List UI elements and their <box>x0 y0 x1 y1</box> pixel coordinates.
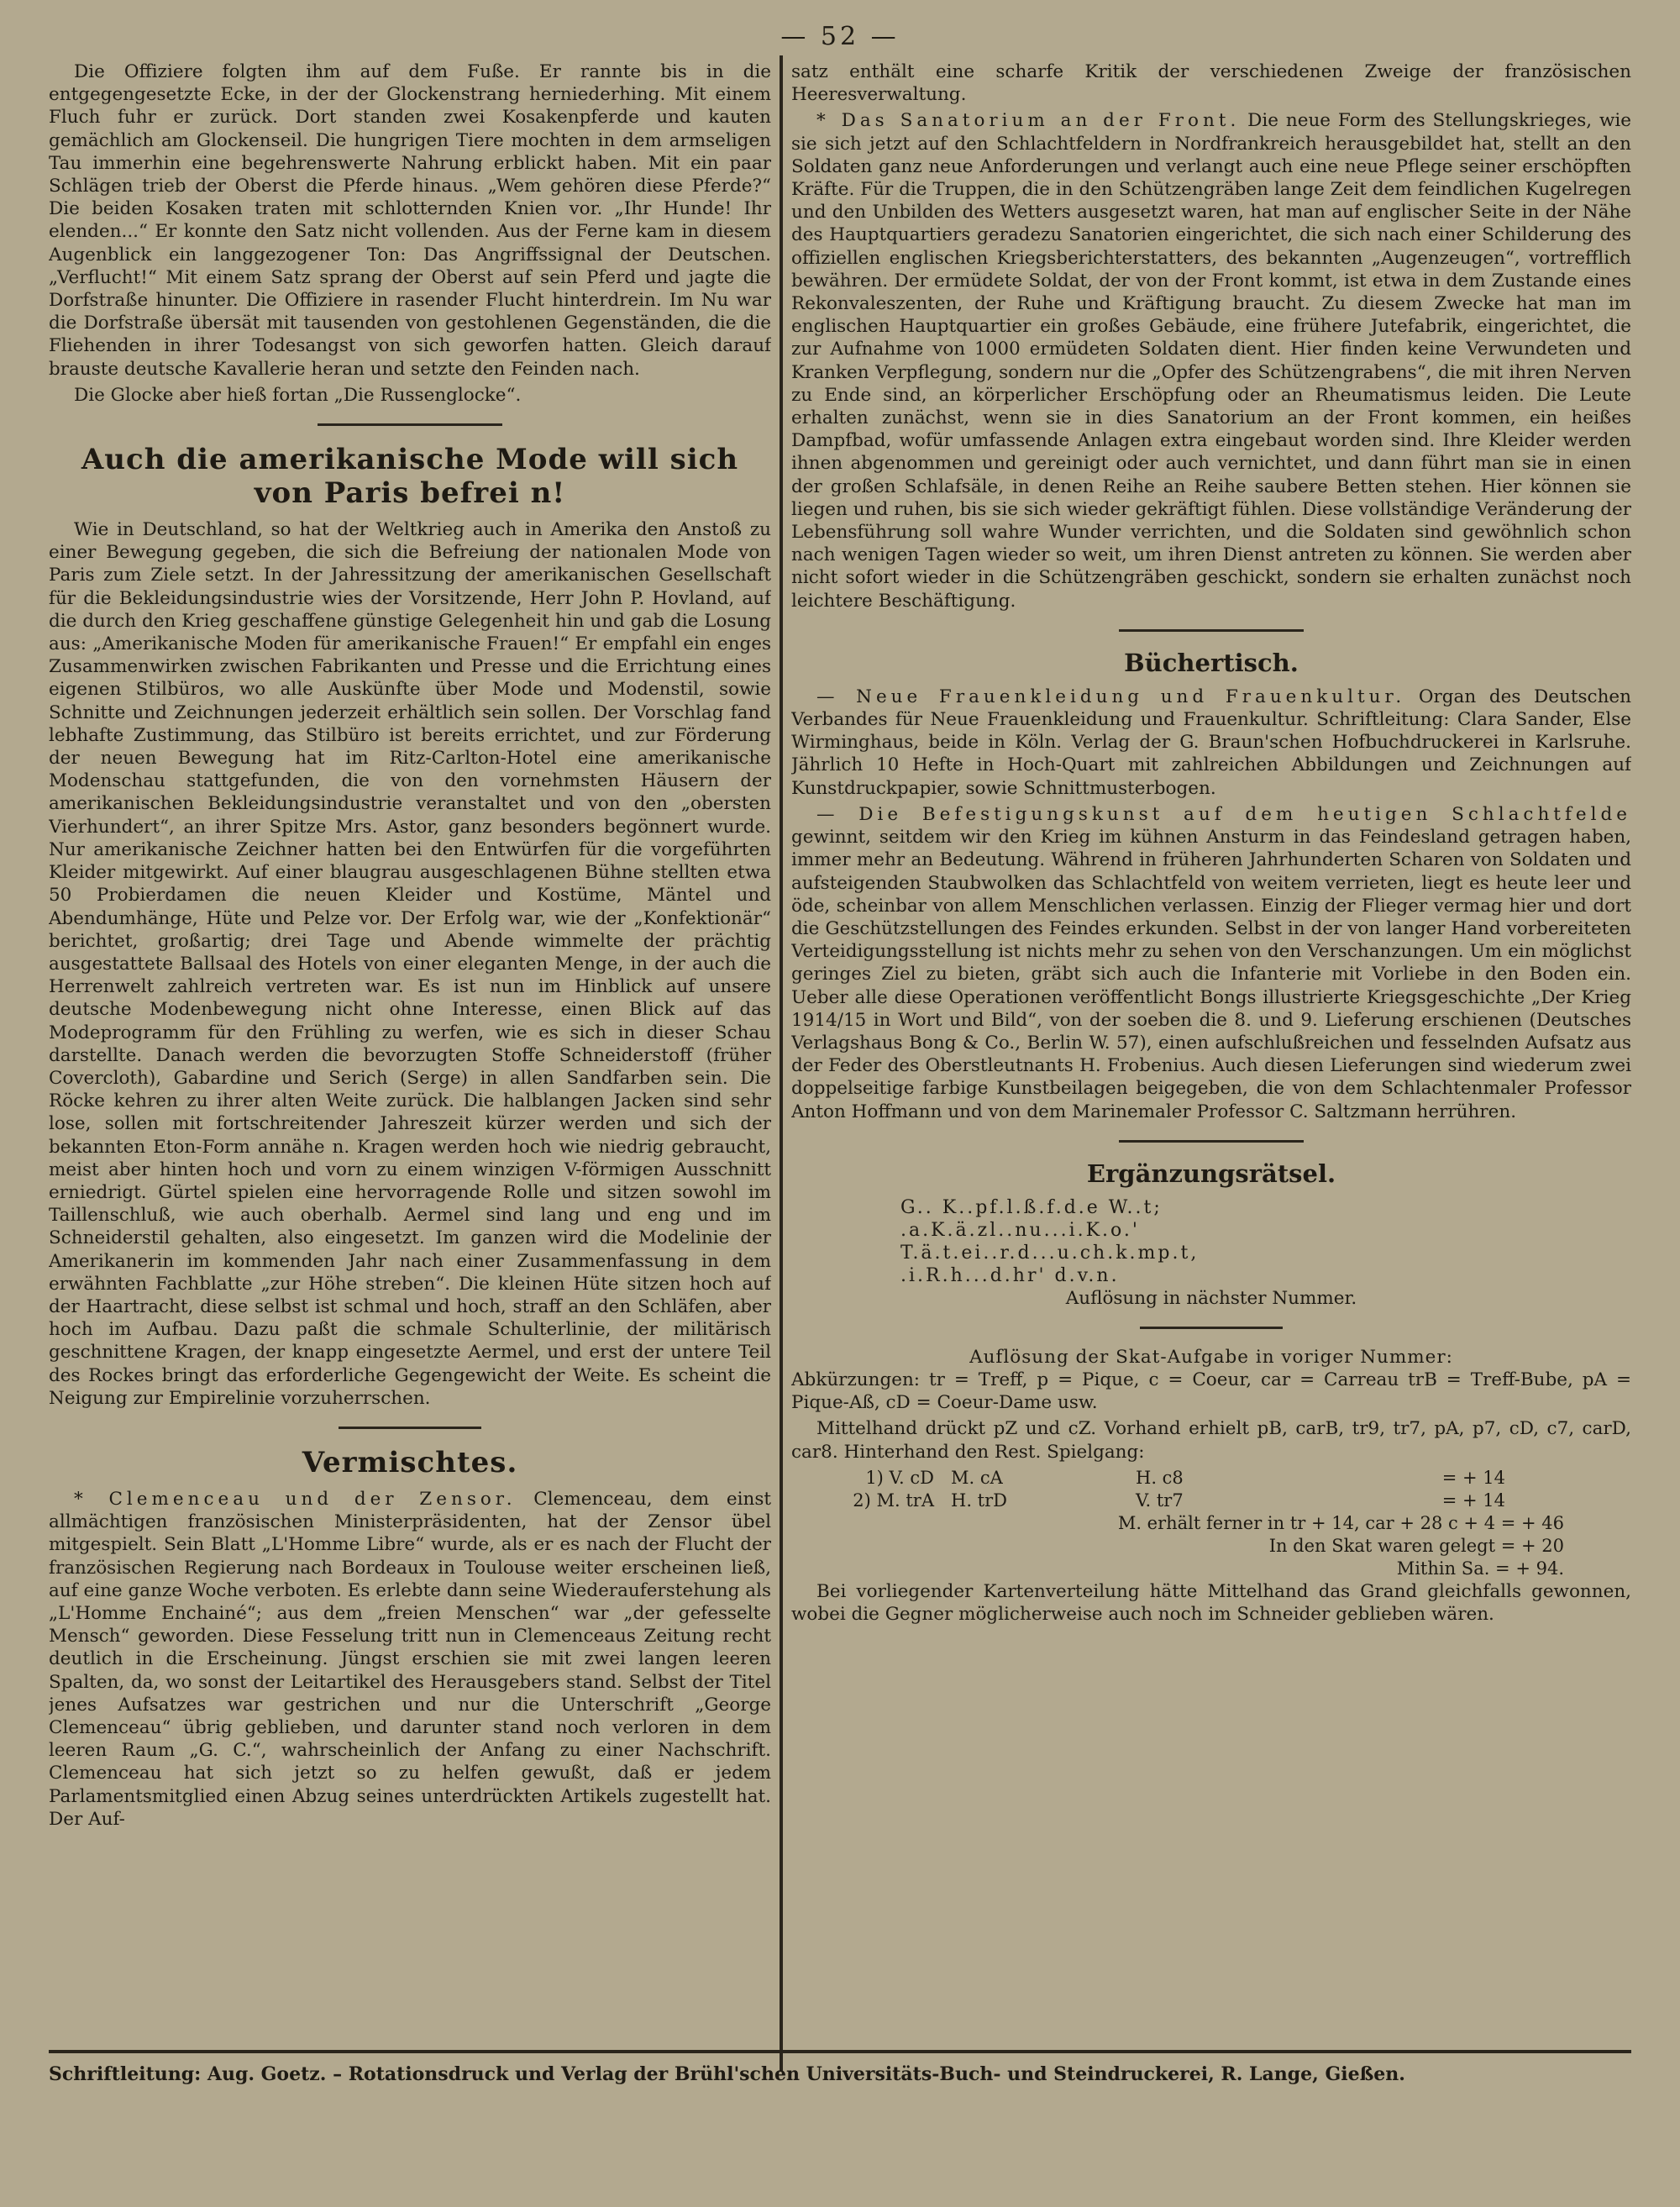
separator-rule <box>339 1427 481 1429</box>
book-entry-2-text: gewinnt, seitdem wir den Krieg im kühnen Ansturm in das Feindesland getragen haben, immer mehr an Bedeutung. Während in früheren Jahrhunderten Scharen von Soldaten und aufsteigenden Staubwolken das Schlachtfeld von weitem verrieten, liegt es heute leer und öde, scheinbar von allem Menschlichen verlassen. Einzig der Flieger vermag hier und dort die Geschützstellungen des Feindes erkunden. Selbst in der von langer Hand vorbereiteten Verteidigungsstellung ist nichts mehr zu sehen von den Verschanzungen. Um ein möglichst geringes Ziel zu bieten, gräbt sich auch die Infanterie mit Vorliebe in den Boden ein. Ueber alle diese Operationen veröffentlicht Bongs illustrierte Kriegsgeschichte „Der Krieg 1914/15 in Wort und Bild“, von der soeben die 8. und 9. Lieferung erschienen (Deutsches Verlagshaus Bong & Co., Berlin W. 57), einen aufschlußreichen und fesselnden Aufsatz aus der Feder des Oberstleutnants H. Frobenius. Auch diesen Lieferungen sind wiederum zwei doppelseitige farbige Kunstbeilagen beigegeben, die von dem Schlachtenmaler Professor Anton Hoffmann und von dem Marinemaler Professor C. Saltzmann herrühren. <box>791 827 1631 1122</box>
skat-trick-row <box>791 1467 1631 1490</box>
puzzle-line: T.ä.t.ei..r.d...u.ch.k.mp.t, <box>900 1242 1200 1264</box>
books-section-title: Büchertisch. <box>1124 648 1299 677</box>
puzzle-cipher <box>791 1196 1631 1287</box>
skat-solution-title: Auflösung der Skat-Aufgabe in voriger Nummer: <box>969 1346 1453 1368</box>
sanatorium-article <box>791 109 1631 612</box>
clemenceau-lead: * Clemenceau und der Zensor. <box>74 1488 517 1510</box>
skat-more-points: M. erhält ferner in tr + 14, car + 28 c + 4 = + 46 <box>1117 1512 1564 1533</box>
skat-trick-points: = + 14 <box>1441 1490 1505 1511</box>
right-column <box>791 60 1631 2047</box>
separator-rule <box>1119 629 1304 632</box>
separator-rule <box>318 423 502 426</box>
skat-abbreviations: Abkürzungen: tr = Treff, p = Pique, c = Coeur, car = Carreau trB = Treff-Bube, pA = Pique-Aß, cD = Coeur-Dame usw. <box>791 1369 1631 1414</box>
footer-rule <box>49 2050 1631 2053</box>
sanatorium-lead: * Das Sanatorium an der Front. <box>816 110 1241 132</box>
story-paragraph: Die Offiziere folgten ihm auf dem Fuße. Er rannte bis in die entgegengesetzte Ecke, in der der Glockenstrang herniederhing. Mit einem Fluch fuhr er zurück. Dort standen zwei Kosakenpferde und kauten gemächlich am Glockenseil. Die hungrigen Tiere mochten in dem armseligen Tau immerhin eine begehrenswerte Nahrung erblickt haben. Mit ein paar Schlägen trieb der Oberst die Pferde hinaus. „Wem gehören diese Pferde?“ Die beiden Kosaken traten mit schlotternden Knien vor. „Ihr Hunde! Ihr elenden...“ Er konnte den Satz nicht vollenden. Aus der Ferne kam in diesem Augenblick ein langgezogener Ton: Das Angriffssignal der Deutschen. „Verflucht!“ Mit einem Satz sprang der Oberst auf sein Pferd und jagte die Dorfstraße hinunter. Die Offiziere in rasender Flucht hinterdrein. Im Nu war die Dorfstraße übersät mit tausenden von gestohlenen Gegenständen, die die Fliehenden in ihrer Todesangst von sich geworfen hatten. Gleich darauf brauste deutsche Kavallerie heran und setzte den Feinden nach. <box>49 61 771 380</box>
story-last-line: Die Glocke aber hieß fortan „Die Russenglocke“. <box>74 384 522 406</box>
book-entry-2-lead: — Die Befestigungskunst auf dem heutigen Schlachtfelde <box>816 803 1631 825</box>
clemenceau-text: Clemenceau, dem einst allmächtigen französischen Ministerpräsidenten, hat der Zensor übel mitgespielt. Sein Blatt „L'Homme Libre“ wurde, als er es nach der Flucht der französischen Regierung nach Bordeaux in Toulouse weiter erscheinen ließ, auf eine ganze Woche verboten. Es erlebte dann seine Wiederauferstehung als „L'Homme Enchainé“; aus dem „freien Menschen“ war „der gefesselte Mensch“ geworden. Diese Fesselung tritt nun in Clemenceaus Zeitung recht deutlich in die Erscheinung. Jüngst erschien sie mit zwei langen leeren Spalten, da, wo sonst der Leitartikel des Herausgebers stand. Selbst der Titel jenes Aufsatzes war gestrichen und nur die Unterschrift „George Clemenceau“ übrig geblieben, und darunter stand noch verloren in dem leeren Raum „G. C.“, wahrscheinlich der Anfang zu einer Nachschrift. Clemenceau hat sich jetzt so zu helfen gewußt, daß er jedem Parlamentsmitglied einen Abzug seines unterdrückten Artikels zugestellt hat. Der Auf- <box>49 1488 771 1830</box>
clemenceau-article <box>49 1488 771 1831</box>
skat-trick-row <box>791 1490 1631 1512</box>
skat-hand-distribution: Mittelhand drückt pZ und cZ. Vorhand erhielt pB, carB, tr9, tr7, pA, p7, cD, c7, carD, car8. Hinterhand den Rest. Spielgang: <box>791 1418 1631 1463</box>
puzzle-solution-note: Auflösung in nächster Nummer. <box>1065 1287 1357 1309</box>
skat-total: Mithin Sa. = + 94. <box>1396 1558 1564 1579</box>
imprint-footer: Schriftleitung: Aug. Goetz. – Rotationsdruck und Verlag der Brühl'schen Universitäts-Buch- und Steindruckerei, R. Lange, Gießen. <box>49 2063 1405 2085</box>
separator-rule <box>1119 1140 1304 1143</box>
book-entry-1 <box>791 686 1631 800</box>
puzzle-title: Ergänzungsrätsel. <box>1086 1159 1336 1188</box>
skat-trick-lead: 1) V. cD <box>865 1467 934 1488</box>
skat-trick-points: = + 14 <box>1441 1467 1505 1488</box>
left-column <box>49 60 771 2047</box>
sanatorium-text: Die neue Form des Stellungskrieges, wie sie sich jetzt auf den Schlachtfeldern in Nordfrankreich herausgebildet hat, stellt an den Soldaten ganz neue Anforderungen und verlangt auch eine neue Pflege seiner erschöpften Kräfte. Für die Truppen, die in den Schützengräben lange Zeit dem feindlichen Kugelregen und den Unbilden des Wetters ausgesetzt waren, hat man auf englischer Seite in der Nähe des Hauptquartiers geradezu Sanatorien eingerichtet, die sich nach einer Schilderung des offiziellen englischen Kriegsberichterstatters, des bekannten „Augenzeugen“, vortrefflich bewähren. Der ermüdete Soldat, der von der Front kommt, ist etwa in dem Zustande eines Rekonvaleszenten, der Ruhe und Kräftigung braucht. Zu diesem Zwecke hat man im englischen Hauptquartier ein großes Gebäude, eine frühere Jutefabrik, eingerichtet, die zur Aufnahme von 1000 ermüdeten Soldaten dient. Hier finden keine Verwundeten und Kranken Verpflegung, sondern nur die „Opfer des Schützengrabens“, die mit ihren Nerven zu Ende sind, an körperlicher Erschöpfung oder an Rheumatismus leiden. Die Leute erhalten zunächst, wenn sie in dies Sanatorium an der Front kommen, ein heißes Dampfbad, wofür umfassende Anlagen extra eingebaut worden sind. Ihre Kleider werden ihnen abgenommen und gereinigt oder auch vernichtet, und dann führt man sie in einen der großen Schlafsäle, in denen Reihe an Reihe saubere Betten stehen. Hier können sie liegen und ruhen, bis sie sich wieder gekräftigt fühlen. Diese vollständige Veränderung der Lebensführung soll wahre Wunder verrichten, und die Soldaten sind gewöhnlich schon nach wenigen Tagen wieder so weit, um ihren Dienst antreten zu können. Sie werden aber nicht sofort wieder in die Schützengräben geschickt, sondern sie erhalten zunächst noch leichtere Beschäftigung. <box>791 110 1631 612</box>
skat-closing-note: Bei vorliegender Kartenverteilung hätte Mittelhand das Grand gleichfalls gewonnen, wobei die Gegner möglicherweise auch noch im Schneider geblieben wären. <box>791 1580 1631 1625</box>
fashion-article-title: Auch die amerikanische Mode will sich von Paris befrei n! <box>81 443 739 511</box>
column-divider <box>780 55 783 2072</box>
puzzle-line: G.. K..pf.l.ß.f.d.e W..t; <box>900 1196 1163 1218</box>
book-entry-1-text: Organ des Deutschen Verbandes für Neue Frauenkleidung und Frauenkultur. Schriftleitung: Clara Sander, Else Wirminghaus, beide in Köln. Verlag der G. Braun'schen Hofbuchdruckerei in Karlsruhe. Jährlich 10 Hefte in Hoch-Quart mit zahlreichen Abbildungen und Zeichnungen auf Kunstdruckpapier, sowie Schnittmusterbogen. <box>791 686 1631 799</box>
skat-trick-third: V. tr7 <box>1136 1490 1184 1511</box>
book-entry-1-lead: — Neue Frauenkleidung und Frauenkultur. <box>816 686 1406 707</box>
separator-rule <box>1140 1327 1283 1329</box>
puzzle-line: .a.K.ä.zl..nu...i.K.o.' <box>900 1219 1140 1241</box>
puzzle-line: .i.R.h...d.hr' d.v.n. <box>900 1264 1120 1286</box>
skat-trick-second: M. cA <box>951 1467 1003 1488</box>
skat-trick-second: H. trD <box>951 1490 1007 1511</box>
book-entry-2 <box>791 803 1631 1123</box>
skat-trick-lead: 2) M. trA <box>853 1490 934 1511</box>
skat-trick-third: H. c8 <box>1136 1467 1184 1488</box>
continuation-text: satz enthält eine scharfe Kritik der verschiedenen Zweige der französischen Heeresverwaltung. <box>791 61 1631 106</box>
misc-section-title: Vermischtes. <box>302 1445 518 1479</box>
fashion-article-text: Wie in Deutschland, so hat der Weltkrieg auch in Amerika den Anstoß zu einer Bewegung gegeben, die sich die Befreiung der nationalen Mode von Paris zum Ziele setzt. In der Jahressitzung der amerikanischen Gesellschaft für die Bekleidungsindustrie wies der Vorsitzende, Herr John P. Hovland, auf die durch den Krieg geschaffene günstige Gelegenheit hin und gab die Losung aus: „Amerikanische Moden für amerikanische Frauen!“ Er empfahl ein enges Zusammenwirken zwischen Fabrikanten und Presse und die Errichtung eines eigenen Stilbüros, wo alle Auskünfte über Mode und Modenstil, sowie Schnitte und Zeichnungen jederzeit erhältlich sein sollen. Der Vorschlag fand lebhafte Zustimmung, das Stilbüro ist bereits errichtet, und zur Förderung der neuen Bewegung hat im Ritz-Carlton-Hotel eine amerikanische Modenschau stattgefunden, die von den vornehmsten Häusern der amerikanischen Bekleidungsindustrie veranstaltet und von den „obersten Vierhundert“, an ihrer Spitze Mrs. Astor, ganz besonders begönnert wurde. Nur amerikanische Zeichner hatten bei den Entwürfen für die vorgeführten Kleider mitgewirkt. Auf einer blaugrau ausgeschlagenen Bühne stellten etwa 50 Probierdamen die neuen Kleider und Kostüme, Mäntel und Abendumhänge, Hüte und Pelze vor. Der Erfolg war, wie der „Konfektionär“ berichtet, großartig; drei Tage und Abende wimmelte der prächtig ausgestattete Ballsaal des Hotels von einer eleganten Menge, in der auch die Herrenwelt zahlreich vertreten war. Es ist nun im Hinblick auf unsere deutsche Modenbewegung nicht ohne Interesse, einen Blick auf das Modeprogramm für den Frühling zu werfen, wie es sich in dieser Schau darstellte. Danach werden die bevorzugten Stoffe Schneiderstoff (früher Covercloth), Gabardine und Serich (Serge) in allen Sandfarben sein. Die Röcke kehren zu ihrer alten Weite zurück. Die halblangen Jacken sind sehr lose, sollen mit fortschreitender Jahreszeit kürzer werden und sich der bekannten Eton-Form annähe n. Kragen werden hoch wie niedrig gebraucht, meist aber hinten hoch und vorn zu einem winzigen V-förmigen Ausschnitt erniedrigt. Gürtel spielen eine hervorragende Rolle und sitzen sowohl im Taillenschluß, wie auch oberhalb. Aermel sind lang und eng und im Schneiderstil gehalten, also eingesetzt. Im ganzen wird die Modelinie der Amerikanerin im kommenden Jahr nach einer Zusammenfassung in dem erwähnten Fachblatte „zur Höhe streben“. Die kleinen Hüte sitzen hoch auf der Haartracht, diese selbst ist schmal und hoch, straff an den Schläfen, aber hoch im Aufbau. Dazu paßt die schmale Schulterlinie, der militärisch geschnittene Kragen, der knapp eingesetzte Aermel, und erst der untere Teil des Rockes bringt das erforderliche Gegengewicht der Weite. Es scheint die Neigung zur Empirelinie vorzuherrschen. <box>49 519 771 1409</box>
page-number: — 52 — <box>780 22 900 51</box>
skat-laid-points: In den Skat waren gelegt = + 20 <box>1268 1535 1564 1556</box>
